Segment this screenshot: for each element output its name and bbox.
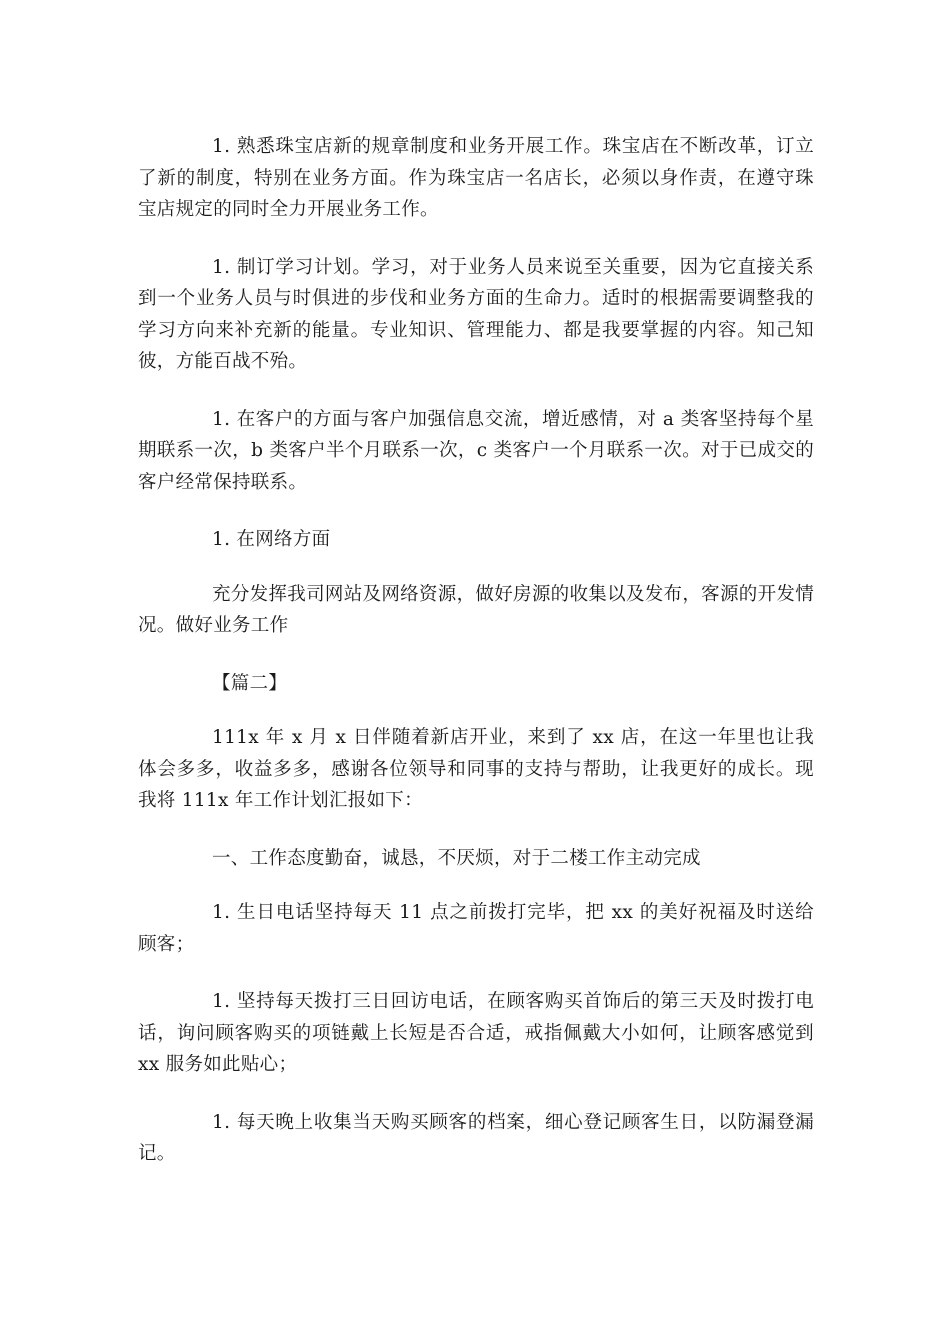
paragraph-3: 1. 在客户的方面与客户加强信息交流，增近感情，对 a 类客坚持每个星期联系一次，b 类客户半个月联系一次，c 类客户一个月联系一次。对于已成交的客户经常保持联系。	[138, 408, 814, 493]
document-page	[138, 131, 814, 1196]
paragraph-6: 111x 年 x 月 x 日伴随着新店开业，来到了 xx 店，在这一年里也让我体会多多，收益多多，感谢各位领导和同事的支持与帮助，让我更好的成长。现我将 111x 年工作计划汇报如下：	[138, 727, 814, 811]
paragraph-8: 1. 生日电话坚持每天 11 点之前拨打完毕，把 xx 的美好祝福及时送给顾客；	[138, 902, 814, 955]
paragraph-1: 1. 熟悉珠宝店新的规章制度和业务开展工作。珠宝店在不断改革，订立了新的制度，特别在业务方面。作为珠宝店一名店长，必须以身作责，在遵守珠宝店规定的同时全力开展业务工作。	[138, 136, 814, 220]
section-heading: 【篇二】	[212, 672, 288, 694]
paragraph-5: 充分发挥我司网站及网络资源，做好房源的收集以及发布，客源的开发情况。做好业务工作	[138, 583, 814, 636]
paragraph-2: 1. 制订学习计划。学习，对于业务人员来说至关重要，因为它直接关系到一个业务人员与时俱进的步伐和业务方面的生命力。适时的根据需要调整我的学习方向来补充新的能量。专业知识、管理能力、都是我要掌握的内容。知己知彼，方能百战不殆。	[138, 256, 814, 372]
paragraph-10: 1. 每天晚上收集当天购买顾客的档案，细心登记顾客生日，以防漏登漏记。	[138, 1111, 814, 1164]
paragraph-4: 1. 在网络方面	[212, 529, 331, 550]
paragraph-9: 1. 坚持每天拨打三日回访电话，在顾客购买首饰后的第三天及时拨打电话，询问顾客购买的项链戴上长短是否合适，戒指佩戴大小如何，让顾客感觉到 xx 服务如此贴心；	[138, 991, 814, 1075]
paragraph-7: 一、工作态度勤奋，诚恳，不厌烦，对于二楼工作主动完成	[212, 847, 701, 869]
